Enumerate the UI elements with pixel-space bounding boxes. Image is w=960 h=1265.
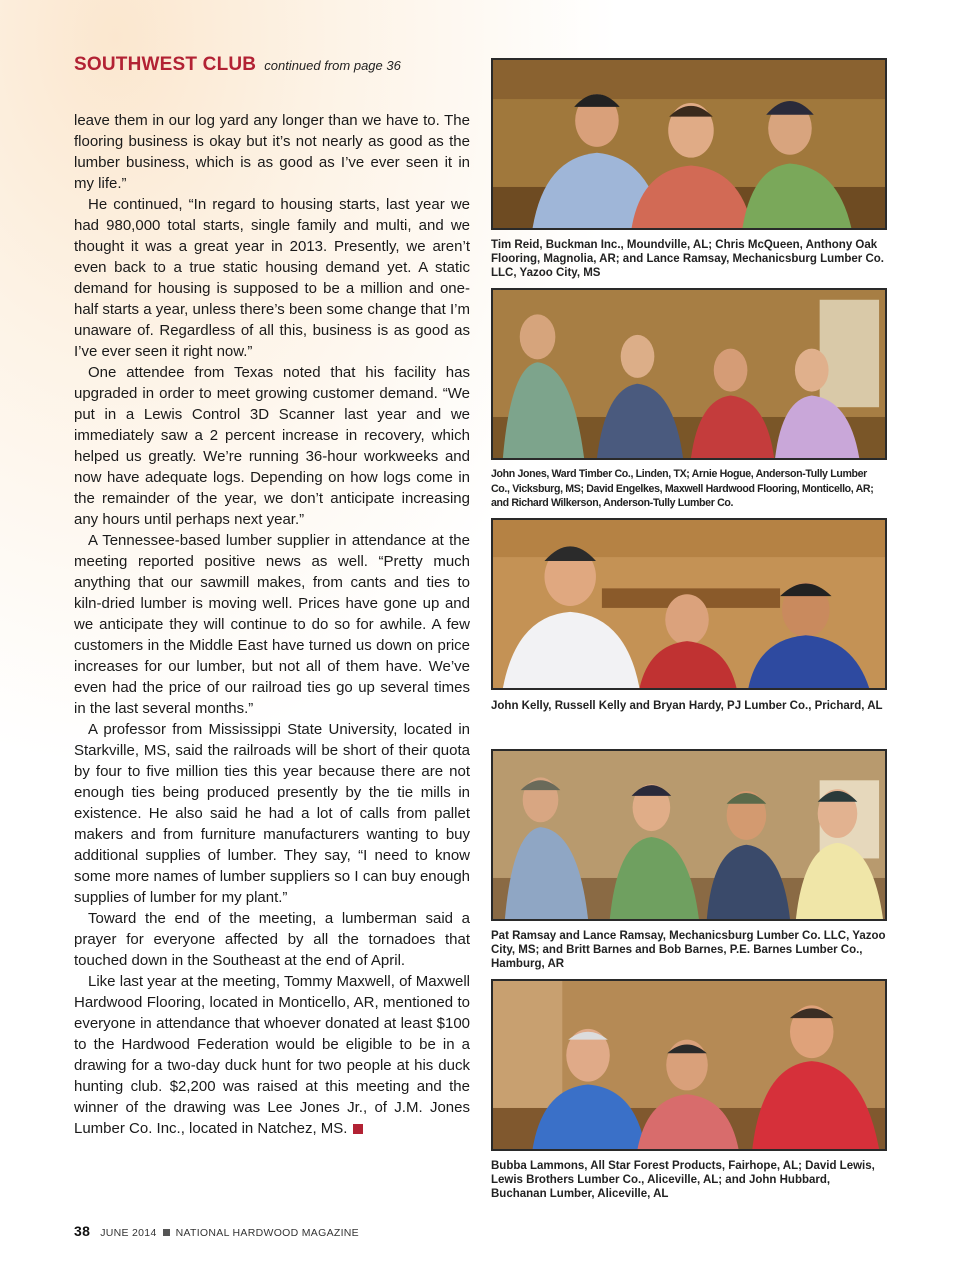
article-paragraph: A professor from Mississippi State University, located in Starkville, MS, said the railroads will be short of their quota by four to five million ties this year because there are not enough ties being produced presently by the tie mills in existence. He also said he had a lot of calls from pallet makers and from furniture manufacturers wanting to buy additional supplies of lumber. They say, “I need to know some more names of lumber suppliers so I can buy enough supplies of lumber for my plant.” <box>74 721 470 906</box>
photo-2 <box>491 288 887 460</box>
magazine-name: NATIONAL HARDWOOD MAGAZINE <box>175 1227 359 1239</box>
photo-3 <box>491 518 887 690</box>
photo-5-caption: Bubba Lammons, All Star Forest Products, Fairhope, AL; David Lewis, Lewis Brothers Lumber Co., Aliceville, AL; and John Hubbard, Buchanan Lumber, Aliceville, AL <box>491 1160 875 1200</box>
photo-5 <box>491 979 887 1151</box>
footer-separator-square <box>163 1229 170 1236</box>
page-footer <box>74 1223 359 1239</box>
photo-1 <box>491 58 887 230</box>
article-paragraph-last <box>74 971 470 1139</box>
page-number: 38 <box>74 1223 91 1239</box>
article-body <box>74 110 470 1139</box>
photo-4 <box>491 749 887 921</box>
issue-date: JUNE 2014 <box>100 1227 157 1239</box>
article-paragraph: One attendee from Texas noted that his facility has upgraded in order to meet growing customer demand. “We put in a Lewis Control 3D Scanner last year and we immediately saw a 2 percent increase in recovery, which helped us greatly. We’re running 36-hour workweeks and now have adequate logs. Depending on how logs come in the remainder of the year, we don’t anticipate increasing any hours until perhaps next year.” <box>74 364 470 528</box>
article-paragraph: A Tennessee-based lumber supplier in attendance at the meeting reported positive news as well. “Pretty much anything that our sawmill makes, from cants and ties to kiln-dried lumber is moving well. Prices have gone up and we anticipate they will continue to do so for awhile. A few customers in the Middle East have turned us down on price increases for our lumber, but not all of them have. We’ve even had the price of our railroad ties go up several times in the last several months.” <box>74 532 470 717</box>
article-paragraph: leave them in our log yard any longer than we have to. The flooring business is okay but it’s not nearly as good as the lumber business, which is as good as I’ve ever seen it in my life.” <box>74 112 470 192</box>
photo-3-caption: John Kelly, Russell Kelly and Bryan Hardy, PJ Lumber Co., Prichard, AL <box>491 700 883 712</box>
section-title: SOUTHWEST CLUB <box>74 54 257 75</box>
photo-4-caption: Pat Ramsay and Lance Ramsay, Mechanicsburg Lumber Co. LLC, Yazoo City, MS; and Britt Barnes and Bob Barnes, P.E. Barnes Lumber Co., Hamburg, AR <box>491 930 886 970</box>
continued-note: continued from page 36 <box>264 58 401 73</box>
photo-2-caption: John Jones, Ward Timber Co., Linden, TX; Arnie Hogue, Anderson-Tully Lumber Co., Vicksburg, MS; David Engelkes, Maxwell Hardwood Flooring, Monticello, AR; and Richard Wilkerson, Anderson-Tully Lumber Co. <box>491 468 874 509</box>
section-header <box>74 54 401 76</box>
article-paragraph: Toward the end of the meeting, a lumberman said a prayer for everyone affected by all the tornadoes that touched down in the Southeast at the end of April. <box>74 910 470 969</box>
end-of-article-mark <box>353 1124 363 1134</box>
article-paragraph: He continued, “In regard to housing starts, last year we had 980,000 total starts, single family and multi, and we thought it was a great year in 2013. Presently, we aren’t even back to a true static housing demand yet. A static demand for housing is supposed to be a million and one-half starts a year, unless there’s been some change that I’m unaware of. Regardless of all this, business is as good as I’ve ever seen it right now.” <box>74 196 470 360</box>
article-paragraph-text: Like last year at the meeting, Tommy Maxwell, of Maxwell Hardwood Flooring, located in Monticello, AR, mentioned to everyone in attendance that whoever donated at least $100 to the Hardwood Federation would be eligible to be in a drawing for a two-day duck hunt for two people at his duck hunting club. $2,200 was raised at this meeting and the winner of the drawing was Lee Jones Jr., of J.M. Jones Lumber Co. Inc., located in Natchez, MS. <box>74 973 470 1137</box>
photo-1-caption: Tim Reid, Buckman Inc., Moundville, AL; Chris McQueen, Anthony Oak Flooring, Magnolia, AR; and Lance Ramsay, Mechanicsburg Lumber Co. LLC, Yazoo City, MS <box>491 239 884 279</box>
